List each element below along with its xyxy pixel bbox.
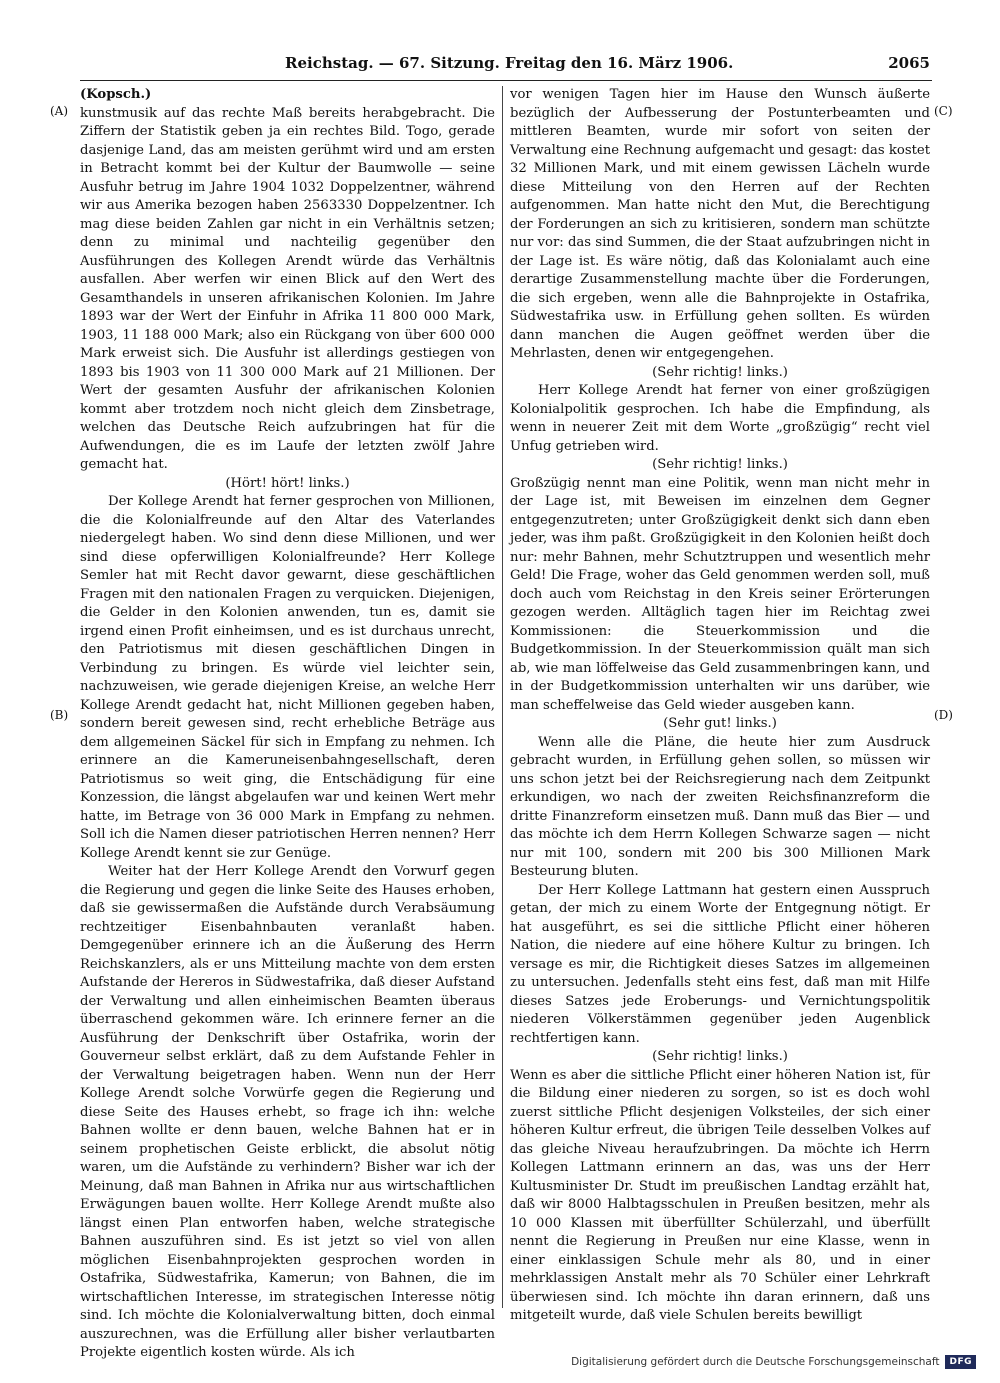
margin-mark-b: (B) bbox=[50, 708, 69, 722]
margin-mark-c: (C) bbox=[934, 104, 953, 118]
header-title: Reichstag. — 67. Sitzung. Freitag den 16. März 1906. bbox=[285, 54, 734, 72]
paragraph: Weiter hat der Herr Kollege Arendt den Vorwurf gegen die Regierung und gegen die linke Seite des Hauses erhoben, daß sie gewissermaßen die Aufstände durch Verabsäumung rechtzeitiger Eisenbahnbauten veranlaßt haben. Demgegenüber erinnere ich an die Äußerung des Herrn Reichskanzlers, als er uns Mitteilung machte von dem ersten Aufstande der Hereros in Südwestafrika, daß dieser Aufstand der Verwaltung und allen einheimischen Beamten überaus überraschend gekommen wäre. Ich erinnere ferner an die Ausführung der Denkschrift über Ostafrika, worin der Gouverneur selbst erklärt, daß zu dem Aufstande Fehler in der Verwaltung beigetragen haben. Wenn nun der Herr Kollege Arendt solche Vorwürfe gegen die Regierung und diese Seite des Hauses erhebt, so frage ich ihn: welche Bahnen wollte er denn bauen, welche Bahnen hat er in seinem prophetischen Geiste erblickt, die absolut nötig waren, um die Aufstände zu verhindern? Bisher war ich der Meinung, daß man Bahnen in Afrika nur aus wirtschaftlichen Erwägungen bauen wollte. Herr Kollege Arendt mußte also längst einen Plan entworfen haben, welche strategische Bahnen auszuführen sind. Es ist jetzt so viel von allen möglichen Eisenbahnprojekten gesprochen worden in Ostafrika, Südwestafrika, Kamerun; von Bahnen, die im wirtschaftlichen Interesse, im strategischen Interesse nötig sind. Ich möchte die Kolonialverwaltung bitten, doch einmal auszurechnen, was die Erfüllung aller bisher verlautbarten Projekte eigentlich kosten würde. Als ich bbox=[80, 864, 495, 1360]
paragraph: kunstmusik auf das rechte Maß bereits herabgebracht. Die Ziffern der Statistik geben ja ein rechtes Bild. Togo, gerade dasjenige Land, das am meisten gerühmt wird und am ersten in Betracht kommt bei der Kultur der Baumwolle — seine Ausfuhr betrug im Jahre 1904 1032 Doppelzentner, während wir aus Amerika bezogen haben 2563330 Doppelzentner. Ich mag diese beiden Zahlen gar nicht in ein Verhältnis setzen; denn zu minimal und nachteilig gegenüber den Ausführungen des Kollegen Arendt würde das Verhältnis ausfallen. Aber werfen wir einen Blick auf den Wert des Gesamthandels in unseren afrikanischen Kolonien. Im Jahre 1893 war der Wert der Einfuhr in Afrika 11 800 000 Mark, 1903, 11 188 000 Mark; also ein Rückgang von über 600 000 Mark erweist sich. Die Ausfuhr ist allerdings gestiegen von 1893 bis 1903 von 11 300 000 Mark auf 21 Millionen. Der Wert der gesamten Ausfuhr der afrikanischen Kolonien kommt aber trotzdem noch nicht gleich dem Zinsbetrage, welchen das Deutsche Reich aufzubringen hat für die Aufwendungen, die es im Laufe der letzten zwölf Jahre gemacht hat. bbox=[80, 105, 495, 472]
paragraph: vor wenigen Tagen hier im Hause den Wunsch äußerte bezüglich der Aufbesserung der Postunterbeamten und mittleren Beamten, wurde mir sofort von seiten der Verwaltung eine Rechnung aufgemacht und gesagt: das kostet 32 Millionen Mark, und mit einem gewissen Lächeln wurde diese Mitteilung von den Herren auf der Rechten aufgenommen. Man hatte nicht den Mut, die Berechtigung der Forderungen an sich zu kritisieren, sondern man schützte nur vor: das sind Summen, die der Staat aufzubringen nicht in der Lage ist. Es wäre nötig, daß das Kolonialamt auch eine derartige Zusammenstellung machte über die Forderungen, die sich ergeben, wenn alle die Bahnprojekte in Ostafrika, Südwestafrika usw. in Erfüllung gehen sollten. Es würden dann manchen die Augen geöffnet werden über die Mehrlasten, denen wir entgegengehen. bbox=[510, 87, 930, 361]
paragraph: Herr Kollege Arendt hat ferner von einer großzügigen Kolonialpolitik gesprochen. Ich habe die Empfindung, als wenn in neuerer Zeit mit dem Worte „großzügig“ recht viel Unfug getrieben wird. bbox=[510, 383, 930, 454]
footer bbox=[571, 1355, 976, 1369]
dfg-logo: DFG bbox=[945, 1355, 976, 1369]
margin-mark-a: (A) bbox=[50, 104, 69, 118]
interjection: (Sehr gut! links.) bbox=[663, 716, 777, 731]
paragraph: Wenn es aber die sittliche Pflicht einer höheren Nation ist, für die Bildung einer niederen zu sorgen, so ist es doch wohl zuerst sittliche Pflicht desjenigen Volksteiles, der sich einer höheren Kultur erfreut, die übrigen Teile desselben Volkes auf das gleiche Niveau heraufzubringen. Da möchte ich Herrn Kollegen Lattmann erinnern an das, was uns der Herr Kultusminister Dr. Studt im preußischen Landtag erzählt hat, daß wir 8000 Halbtagsschulen in Preußen besitzen, mehr als 10 000 Klassen mit überfüllter Schülerzahl, und überfüllt nennt die Regierung in Preußen nur eine Klasse, wenn in einer einklassigen Schule mehr als 80, und in einer mehrklassigen Anstalt mehr als 70 Schüler einer Lehrkraft überwiesen sind. Ich möchte ihn daran erinnern, daß uns mitgeteilt wurde, daß viele Schulen bereits bewilligt bbox=[510, 1067, 930, 1323]
interjection: (Hört! hört! links.) bbox=[225, 475, 350, 491]
page-header bbox=[285, 54, 930, 78]
footer-text: Digitalisierung gefördert durch die Deutsche Forschungsgemeinschaft bbox=[571, 1356, 940, 1368]
interjection: (Sehr richtig! links.) bbox=[652, 457, 788, 472]
margin-mark-d: (D) bbox=[934, 708, 953, 722]
paragraph: Der Kollege Arendt hat ferner gesprochen von Millionen, die die Kolonialfreunde auf den Altar des Vaterlandes niedergelegt haben. Wo sind denn diese Millionen, und wer sind diese opferwilligen Kolonialfreunde? Herr Kollege Semler hat mit Recht davor gewarnt, diese geschäftlichen Fragen mit den nationalen Fragen zu verquicken. Diejenigen, die Gelder in den Kolonien anwenden, tun es, damit sie irgend einen Profit einheimsen, und es ist durchaus unrecht, den Patriotismus mit diesen geschäftlichen Dingen in Verbindung zu bringen. Es würde viel leichter sein, nachzuweisen, wie gerade diejenigen Kreise, an welche Herr Kollege Arendt gedacht hat, nicht Millionen gegeben haben, sondern bereit gewesen sind, recht erhebliche Beträge aus dem allgemeinen Säckel für sich in Empfang zu nehmen. Ich erinnere an die Kameruneisenbahngesellschaft, deren Patriotismus so weit ging, die Entschädigung für eine Konzession, die längst abgelaufen war und keinen Wert mehr hatte, im Betrage von 36 000 Mark in Empfang zu nehmen. Soll ich die Namen dieser patriotischen Herren nennen? Herr Kollege Arendt kennt sie zur Genüge. bbox=[80, 494, 495, 861]
page-number: 2065 bbox=[888, 54, 930, 72]
interjection: (Sehr richtig! links.) bbox=[652, 1049, 788, 1064]
header-rule bbox=[80, 80, 932, 81]
interjection: (Sehr richtig! links.) bbox=[652, 364, 788, 380]
speaker-name: (Kopsch.) bbox=[80, 87, 152, 102]
right-column bbox=[510, 86, 930, 1323]
left-column bbox=[80, 86, 495, 1360]
paragraph: Großzügig nennt man eine Politik, wenn man nicht mehr in der Lage ist, mit Beweisen im einzelnen dem Gegner entgegenzutreten; unter Großzügigkeit denkt sich dann eben jeder, was ihm paßt. Großzügigkeit in den Kolonien heißt doch nur: mehr Bahnen, mehr Schutztruppen und wesentlich mehr Geld! Die Frage, woher das Geld genommen werden soll, muß doch auch vom Reichstag in den Kreis seiner Erörterungen gezogen werden. Alltäglich tagen hier im Reichtag zwei Kommissionen: die Steuerkommission und die Budgetkommission. In der Steuerkommission quält man sich ab, wie man löffelweise das Geld zusammenbringen kann, und in der Budgetkommission unterhalten wir uns darüber, wie man scheffelweise das Geld wieder ausgeben kann. bbox=[510, 475, 930, 713]
paragraph: Wenn alle die Pläne, die heute hier zum Ausdruck gebracht wurden, in Erfüllung gehen sollen, so müssen wir uns schon jetzt bei der Reichsregierung nach dem Zeitpunkt erkundigen, wo nach der zweiten Reichsfinanzreform die dritte Finanzreform einsetzen muß. Dann muß das Bier — und das möchte ich dem Herrn Kollegen Schwarze sagen — nicht nur mit 100, sondern mit 200 bis 300 Millionen Mark Besteurung bluten. bbox=[510, 734, 930, 879]
paragraph: Der Herr Kollege Lattmann hat gestern einen Ausspruch getan, der mich zu einem Worte der Entgegnung nötigt. Er hat ausgeführt, es sei die sittliche Pflicht einer höheren Nation, die niedere auf eine höhere Kultur zu bringen. Ich versage es mir, die Richtigkeit dieses Satzes im allgemeinen zu untersuchen. Jedenfalls steht eins fest, daß man mit Hilfe dieses Satzes jede Eroberungs- und Vernichtungspolitik niederen Völkerstämmen gegenüber jeden Augenblick rechtfertigen kann. bbox=[510, 882, 930, 1046]
column-divider bbox=[502, 86, 503, 1308]
